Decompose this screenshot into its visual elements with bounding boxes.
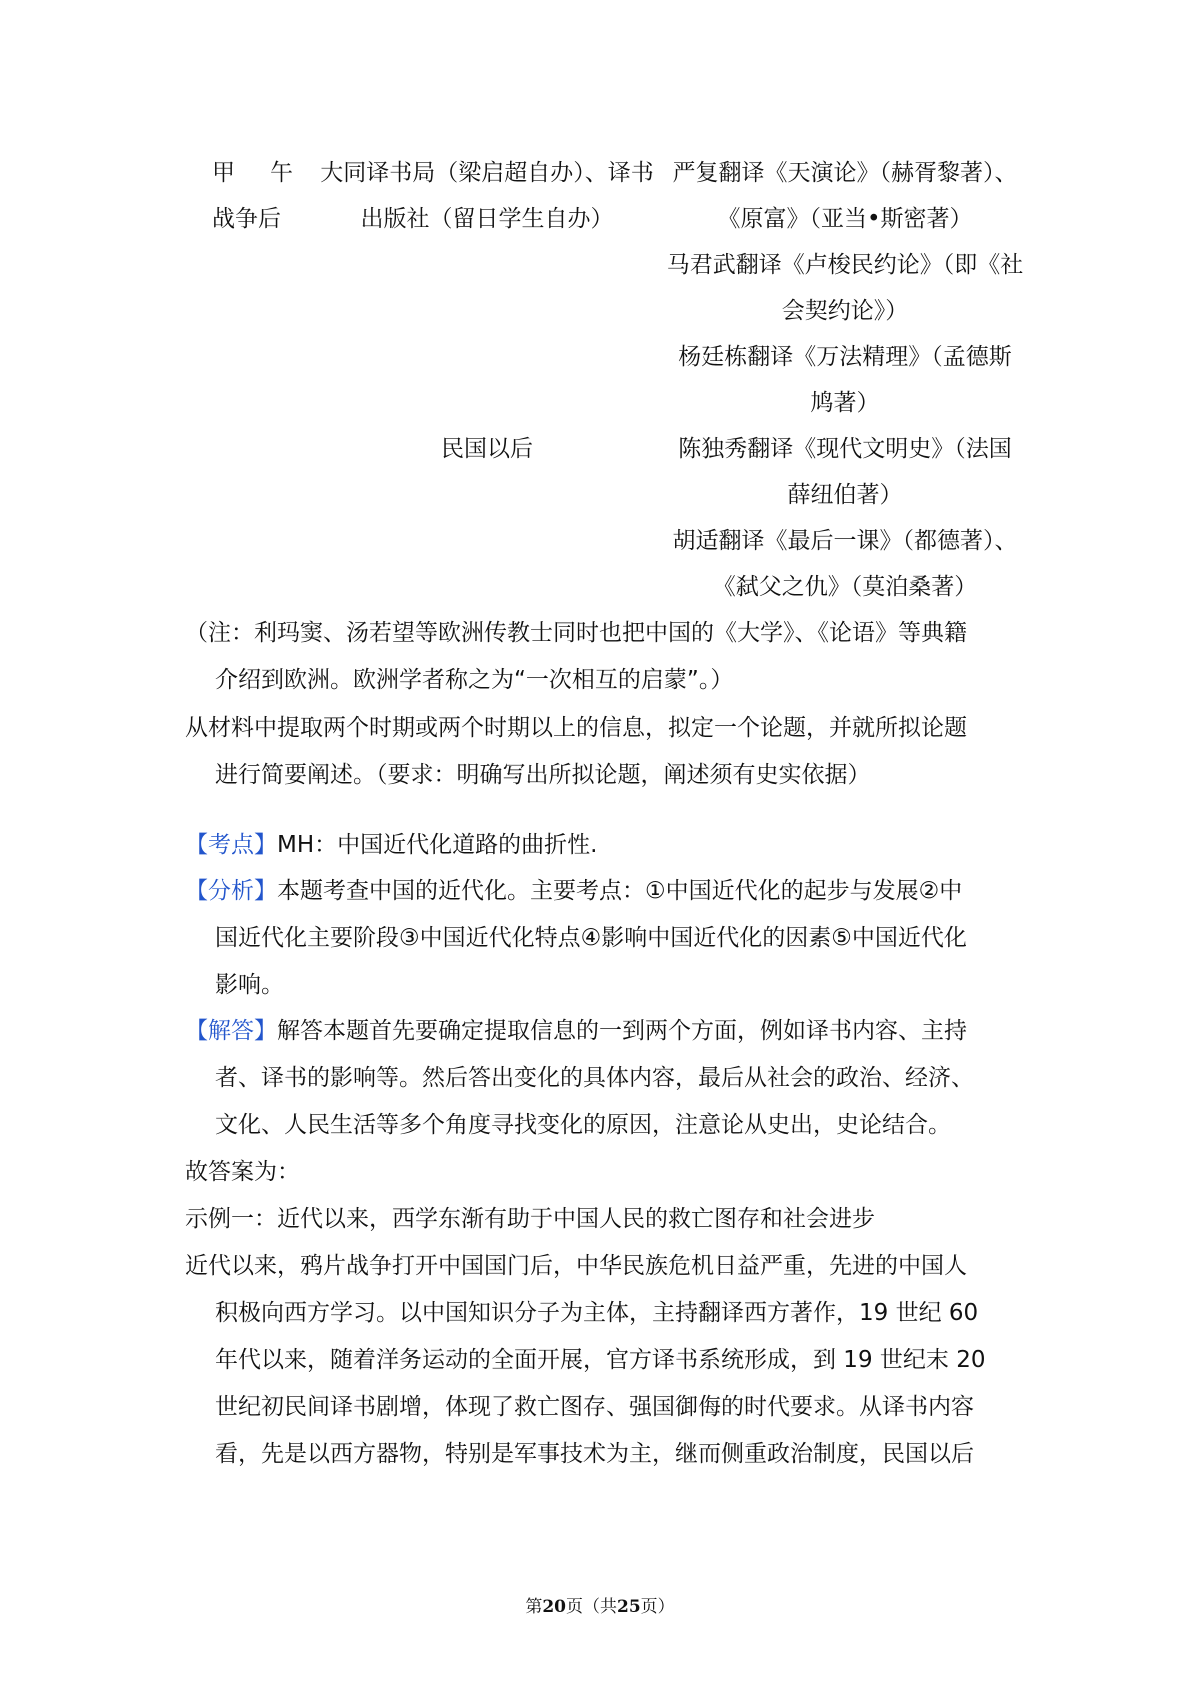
book-line: 严复翻译《天演论》（赫胥黎著）、 [672,160,1018,186]
kaodian-tag: 【考点】 [185,832,277,858]
answer-intro-text: 故答案为： [185,1159,300,1185]
footer-total-pages: 25 [617,1597,641,1617]
book-line: 《原富》（亚当•斯密著） [717,206,973,232]
table-org-cell-2 [312,426,662,472]
fenxi-tag: 【分析】 [185,878,277,904]
footer-suffix: 页） [640,1597,675,1617]
book-line: 《弑父之仇》（莫泊桑著） [712,574,978,600]
jieda-tag: 【解答】 [185,1018,277,1044]
table-books-cell-1 [660,150,1030,426]
example1-title [185,1196,1035,1243]
question-line-2: 进行简要阐述。（要求：明确写出所拟论题，阐述须有史实依据） [215,762,871,788]
note-line-1: （注：利玛窦、汤若望等欧洲传教士同时也把中国的《大学》、《论语》等典籍 [185,620,967,646]
jieda-section [185,1008,1035,1149]
answer-intro [185,1149,1035,1196]
period-line-1: 甲 午 [212,160,299,186]
book-line: 会契约论》） [781,298,909,324]
example1-body [185,1243,1035,1478]
book-line: 马君武翻译《卢梭民约论》（即《社 [666,252,1024,278]
fenxi-line-1: 本题考查中国的近代化。主要考点：①中国近代化的起步与发展②中 [277,878,963,904]
page-footer [0,1592,1200,1617]
example1-line-5: 看，先是以西方器物，特别是军事技术为主，继而侧重政治制度，民国以后 [215,1441,974,1467]
fenxi-line-2: 国近代化主要阶段③中国近代化特点④影响中国近代化的因素⑤中国近代化 [215,925,967,951]
table-period-cell [212,150,299,242]
footer-page-number: 20 [542,1597,566,1617]
example1-title-text: 示例一：近代以来，西学东渐有助于中国人民的救亡图存和社会进步 [185,1206,875,1232]
example1-line-3: 年代以来，随着洋务运动的全面开展，官方译书系统形成，到 19 世纪末 20 [215,1347,986,1373]
org-line: 民国以后 [441,436,533,462]
book-line: 薛纽伯著） [787,482,903,508]
question-paragraph [185,705,1035,799]
book-line: 胡适翻译《最后一课》（都德著）、 [672,528,1018,554]
footer-prefix: 第 [525,1597,543,1617]
question-line-1: 从材料中提取两个时期或两个时期以上的信息，拟定一个论题，并就所拟论题 [185,715,967,741]
note-paragraph [185,610,1035,704]
book-line: 杨廷栋翻译《万法精理》（孟德斯 [678,344,1012,370]
note-line-2: 介绍到欧洲。欧洲学者称之为“一次相互的启蒙”。） [215,667,734,693]
jieda-line-1: 解答本题首先要确定提取信息的一到两个方面，例如译书内容、主持 [277,1018,967,1044]
kaodian-text: MH：中国近代化道路的曲折性. [277,832,598,858]
org-line-2: 出版社（留日学生自办） [360,206,614,232]
org-line-1: 大同译书局（梁启超自办）、译书 [320,160,654,186]
book-line: 陈独秀翻译《现代文明史》（法国 [678,436,1012,462]
kaodian-section [185,822,1035,869]
book-line: 鸠著） [810,390,880,416]
example1-line-2: 积极向西方学习。以中国知识分子为主体，主持翻译西方著作，19 世纪 60 [215,1300,979,1326]
period-line-2: 战争后 [212,206,281,232]
table-org-cell [312,150,662,242]
table-books-cell-2 [660,426,1030,610]
fenxi-section [185,868,1035,1009]
jieda-line-2: 者、译书的影响等。然后答出变化的具体内容，最后从社会的政治、经济、 [215,1065,974,1091]
example1-line-1: 近代以来，鸦片战争打开中国国门后，中华民族危机日益严重，先进的中国人 [185,1253,967,1279]
footer-middle: 页（共 [566,1597,617,1617]
jieda-line-3: 文化、人民生活等多个角度寻找变化的原因，注意论从史出，史论结合。 [215,1112,951,1138]
example1-line-4: 世纪初民间译书剧增，体现了救亡图存、强国御侮的时代要求。从译书内容 [215,1394,974,1420]
fenxi-line-3: 影响。 [215,972,284,998]
